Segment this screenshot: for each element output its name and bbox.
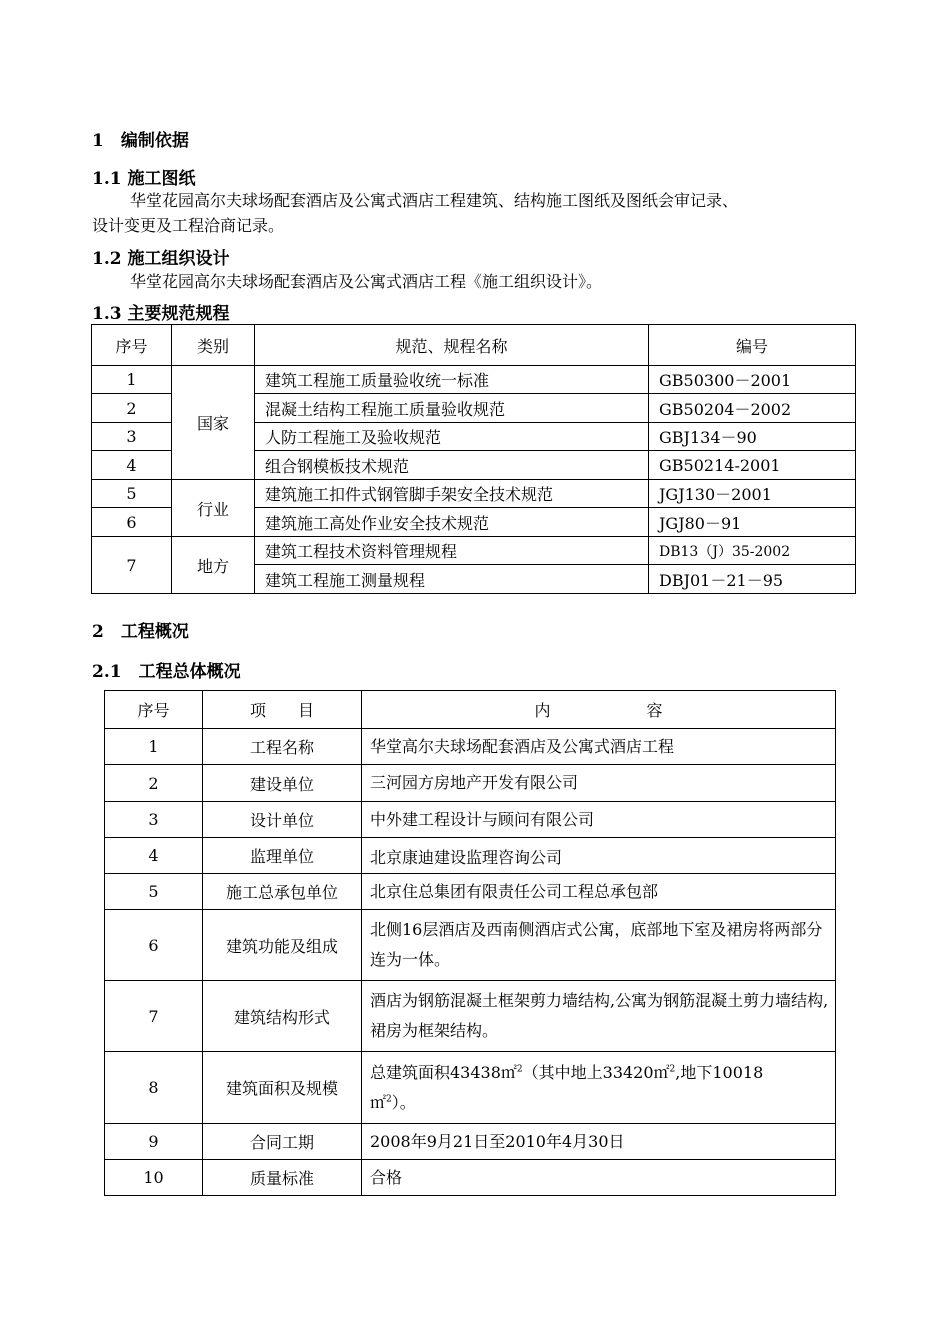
category-cell: 行业 bbox=[172, 480, 255, 537]
section-1-1-text-line1: 华堂花园高尔夫球场配套酒店及公寓式酒店工程建筑、结构施工图纸及图纸会审记录、 bbox=[130, 191, 739, 210]
standard-name: 组合钢模板技术规范 bbox=[255, 451, 649, 480]
standard-code: GB50214-2001 bbox=[649, 451, 856, 480]
header-cell: 类别 bbox=[172, 325, 255, 366]
row-number: 5 bbox=[105, 874, 203, 910]
row-number: 7 bbox=[92, 537, 172, 594]
standard-name: 建筑工程技术资料管理规程 bbox=[255, 537, 649, 565]
row-number: 3 bbox=[105, 802, 203, 838]
category-cell: 地方 bbox=[172, 537, 255, 594]
item-cell: 建筑面积及规模 bbox=[203, 1052, 362, 1124]
header-cell: 项 目 bbox=[203, 691, 362, 729]
content-cell: 中外建工程设计与顾问有限公司 bbox=[362, 802, 836, 838]
standard-name: 建筑工程施工测量规程 bbox=[255, 565, 649, 594]
row-number: 9 bbox=[105, 1124, 203, 1160]
item-cell: 设计单位 bbox=[203, 802, 362, 838]
row-number: 1 bbox=[92, 366, 172, 394]
row-number: 1 bbox=[105, 729, 203, 765]
standard-code: GBJ134－90 bbox=[649, 423, 856, 451]
content-cell: 合格 bbox=[362, 1160, 836, 1196]
category-cell: 国家 bbox=[172, 366, 255, 480]
table-row bbox=[105, 765, 836, 802]
section-1-3-heading: 1.3 主要规范规程 bbox=[92, 304, 230, 324]
table-row bbox=[105, 1160, 836, 1196]
content-cell: 北侧16层酒店及西南侧酒店式公寓，底部地下室及裙房将两部分连为一体。 bbox=[362, 910, 836, 981]
standard-code: GB50300－2001 bbox=[649, 366, 856, 394]
area-below: ,地下10018㎡ bbox=[370, 1062, 764, 1112]
row-number: 5 bbox=[92, 480, 172, 508]
item-cell: 施工总承包单位 bbox=[203, 874, 362, 910]
standard-code: DB13（J）35-2002 bbox=[649, 537, 856, 565]
item-cell: 工程名称 bbox=[203, 729, 362, 765]
item-cell: 质量标准 bbox=[203, 1160, 362, 1196]
section-1-1-text-line2: 设计变更及工程洽商记录。 bbox=[92, 216, 285, 235]
header-cell: 内 容 bbox=[362, 691, 836, 729]
table-row bbox=[105, 1052, 836, 1124]
overview-table bbox=[104, 690, 836, 1196]
standards-table bbox=[91, 324, 856, 594]
table-row bbox=[105, 1124, 836, 1160]
item-cell: 监理单位 bbox=[203, 838, 362, 874]
content-cell: 华堂高尔夫球场配套酒店及公寓式酒店工程 bbox=[362, 729, 836, 765]
table-row bbox=[105, 729, 836, 765]
table-row bbox=[92, 480, 856, 508]
row-number: 4 bbox=[92, 451, 172, 480]
row-number: 7 bbox=[105, 981, 203, 1052]
content-cell: 北京住总集团有限责任公司工程总承包部 bbox=[362, 874, 836, 910]
row-number: 8 bbox=[105, 1052, 203, 1124]
table-row bbox=[105, 802, 836, 838]
item-cell: 建筑功能及组成 bbox=[203, 910, 362, 981]
superscript: 2 bbox=[386, 1094, 392, 1105]
table-row bbox=[92, 366, 856, 394]
section-1-heading: 1 编制依据 bbox=[92, 131, 189, 151]
superscript: 2 bbox=[669, 1064, 676, 1075]
content-cell: 2008年9月21日至2010年4月30日 bbox=[362, 1124, 836, 1160]
header-cell: 序号 bbox=[92, 325, 172, 366]
standard-name: 人防工程施工及验收规范 bbox=[255, 423, 649, 451]
section-2-heading: 2 工程概况 bbox=[92, 622, 189, 642]
row-number: 2 bbox=[105, 765, 203, 802]
content-cell: 北京康迪建设监理咨询公司 bbox=[362, 838, 836, 874]
row-number: 6 bbox=[92, 508, 172, 537]
table-row bbox=[92, 537, 856, 565]
area-above: （其中地上33420㎡ bbox=[522, 1062, 670, 1082]
standard-name: 建筑工程施工质量验收统一标准 bbox=[255, 366, 649, 394]
standard-code: JGJ80－91 bbox=[649, 508, 856, 537]
table-row bbox=[105, 838, 836, 874]
item-cell: 建设单位 bbox=[203, 765, 362, 802]
table-header-row bbox=[105, 691, 836, 729]
table-header-row bbox=[92, 325, 856, 366]
standard-name: 建筑施工扣件式钢管脚手架安全技术规范 bbox=[255, 480, 649, 508]
row-number: 10 bbox=[105, 1160, 203, 1196]
table-row bbox=[105, 910, 836, 981]
standard-code: DBJ01－21－95 bbox=[649, 565, 856, 594]
section-2-1-heading: 2.1 工程总体概况 bbox=[92, 662, 241, 682]
standard-name: 建筑施工高处作业安全技术规范 bbox=[255, 508, 649, 537]
content-cell: 三河园方房地产开发有限公司 bbox=[362, 765, 836, 802]
header-cell: 序号 bbox=[105, 691, 203, 729]
row-number: 2 bbox=[92, 394, 172, 423]
row-number: 3 bbox=[92, 423, 172, 451]
table-row bbox=[105, 874, 836, 910]
item-cell: 建筑结构形式 bbox=[203, 981, 362, 1052]
area-end: ）。 bbox=[391, 1092, 416, 1112]
header-cell: 编号 bbox=[649, 325, 856, 366]
section-1-2-text: 华堂花园高尔夫球场配套酒店及公寓式酒店工程《施工组织设计》。 bbox=[130, 272, 603, 291]
item-cell: 合同工期 bbox=[203, 1124, 362, 1160]
row-number: 4 bbox=[105, 838, 203, 874]
section-1-2-heading: 1.2 施工组织设计 bbox=[92, 249, 230, 269]
section-1-1-heading: 1.1 施工图纸 bbox=[92, 169, 196, 189]
area-total: 总建筑面积43438㎡ bbox=[370, 1062, 517, 1082]
standard-code: GB50204－2002 bbox=[649, 394, 856, 423]
content-cell: 酒店为钢筋混凝土框架剪力墙结构,公寓为钢筋混凝土剪力墙结构,裙房为框架结构。 bbox=[362, 981, 836, 1052]
superscript: 2 bbox=[516, 1064, 523, 1075]
header-cell: 规范、规程名称 bbox=[255, 325, 649, 366]
standard-name: 混凝土结构工程施工质量验收规范 bbox=[255, 394, 649, 423]
row-number: 6 bbox=[105, 910, 203, 981]
standard-code: JGJ130－2001 bbox=[649, 480, 856, 508]
content-cell bbox=[362, 1052, 836, 1124]
table-row bbox=[105, 981, 836, 1052]
